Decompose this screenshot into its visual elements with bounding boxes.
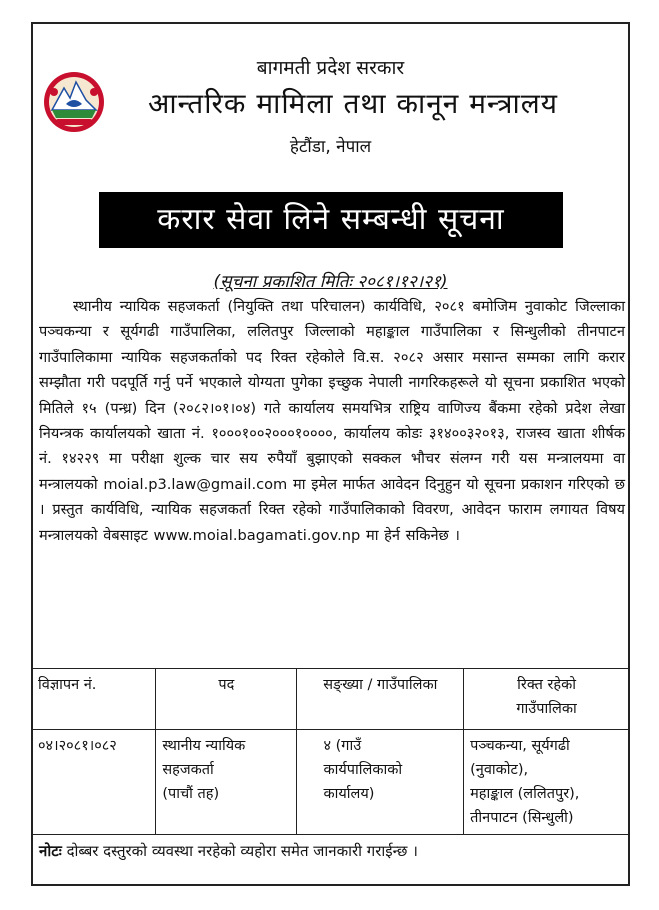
body-line: पदपूर्ति गर्नु पर्ने भएकाले योग्यता पुगेका इच्छुक नेपाली नागरिकहरूले यो सूचना bbox=[111, 374, 535, 392]
notice-title: करार सेवा लिने सम्बन्धी सूचना bbox=[99, 192, 563, 248]
vacancy-table bbox=[31, 668, 630, 835]
table-header-row bbox=[32, 669, 630, 730]
government-name: बागमती प्रदेश सरकार bbox=[256, 57, 405, 79]
body-line: महाङ्काल गाउँपालिका र सिन्धुलीको तीनपाटन गाउँपालिकामा न्यायिक सहजकर्ताको bbox=[39, 323, 625, 366]
cell-ad-no: ०४।२०८१।०८२ bbox=[32, 730, 156, 835]
vacant-line: महाङ्काल (ललितपुर), bbox=[470, 786, 580, 802]
cell-post bbox=[156, 730, 297, 835]
post-line: स्थानीय न्यायिक bbox=[162, 738, 246, 754]
body-line: रहेको गाउँपालिकाको विवरण, आवेदन फाराम लगायत विषय मन्त्रालयको वेबसाइट bbox=[39, 501, 625, 544]
notice-frame bbox=[31, 22, 630, 886]
header-vacant-line: रिक्त रहेको bbox=[517, 677, 576, 693]
vacant-line: तीनपाटन (सिन्धुली) bbox=[470, 810, 574, 826]
vacant-line: (नुवाकोट), bbox=[470, 762, 529, 778]
body-line: नं. १४२२९ मा परीक्षा शुल्क चार सय रुपैयाँ बुझाएको सक्कल भौचर संलग्न गरी यस bbox=[39, 450, 538, 468]
vacant-line: पञ्चकन्या, सूर्यगढी bbox=[470, 738, 570, 754]
cell-vacant bbox=[464, 730, 630, 835]
header-vacant-line: गाउँपालिका bbox=[516, 701, 577, 717]
post-line: (पाचौं तह) bbox=[162, 786, 220, 802]
header-ad-no: विज्ञापन नं. bbox=[32, 669, 156, 730]
header-post: पद bbox=[156, 669, 297, 730]
table-row bbox=[32, 730, 630, 835]
count-line: कार्यालय) bbox=[323, 786, 375, 802]
publish-date: (सूचना प्रकाशित मितिः २०८१।१२।२१) bbox=[213, 272, 448, 292]
cropped-top-text bbox=[0, 0, 659, 6]
location: हेटौंडा, नेपाल bbox=[289, 137, 372, 157]
count-line: ४ (गाउँ bbox=[323, 738, 362, 754]
body-line: पद रिक्त रहेकोले वि.स. २०८२ असार मसान्त सम्मका लागि करार सम्झौता गरी bbox=[39, 348, 625, 392]
footer-note bbox=[39, 841, 418, 861]
body-line: बमोजिम नुवाकोट जिल्लाका पञ्चकन्या र सूर्यगढी गाउँपालिका, ललितपुर जिल्लाको bbox=[39, 298, 625, 341]
notice-body bbox=[39, 294, 625, 548]
ministry-name: आन्तरिक मामिला तथा कानून मन्त्रालय bbox=[148, 87, 558, 120]
body-line: मन्त्रालयमा वा मन्त्रालयको moial.p3.law@gmail.com मा इमेल मार्फत आवेदन bbox=[39, 450, 625, 493]
note-label: नोटः bbox=[39, 842, 62, 860]
header-count: सङ्ख्या / गाउँपालिका bbox=[297, 669, 464, 730]
cell-count bbox=[297, 730, 464, 835]
body-line: प्रकाशित भएको मितिले १५ (पन्ध्र) दिन (२०८२।०१।०४) गते कार्यालय समयभित्र bbox=[39, 374, 625, 417]
post-line: सहजकर्ता bbox=[162, 762, 214, 778]
body-line: १०००१००२०००१००००, कार्यालय कोडः ३१४००३२०१३, राजस्व खाता शीर्षक bbox=[211, 425, 626, 443]
body-line: स्थानीय न्यायिक सहजकर्ता (नियुक्ति तथा परिचालन) कार्यविधि, २०८१ bbox=[73, 298, 465, 315]
body-line: www.moial.bagamati.gov.np मा हेर्न सकिनेछ । bbox=[153, 526, 460, 544]
note-text: दोब्बर दस्तुरको व्यवस्था नरहेको व्यहोरा समेत जानकारी गराईन्छ । bbox=[61, 842, 418, 860]
header-vacant bbox=[464, 669, 630, 730]
body-line: राष्ट्रिय वाणिज्य बैंकमा रहेको प्रदेश लेखा नियन्त्रक कार्यालयको खाता नं. bbox=[39, 399, 625, 443]
count-line: कार्यपालिकाको bbox=[323, 762, 403, 778]
body-line: दिनुहुन यो सूचना प्रकाशन गरिएको छ । प्रस्तुत कार्यविधि, न्यायिक सहजकर्ता रिक्त bbox=[39, 475, 625, 519]
